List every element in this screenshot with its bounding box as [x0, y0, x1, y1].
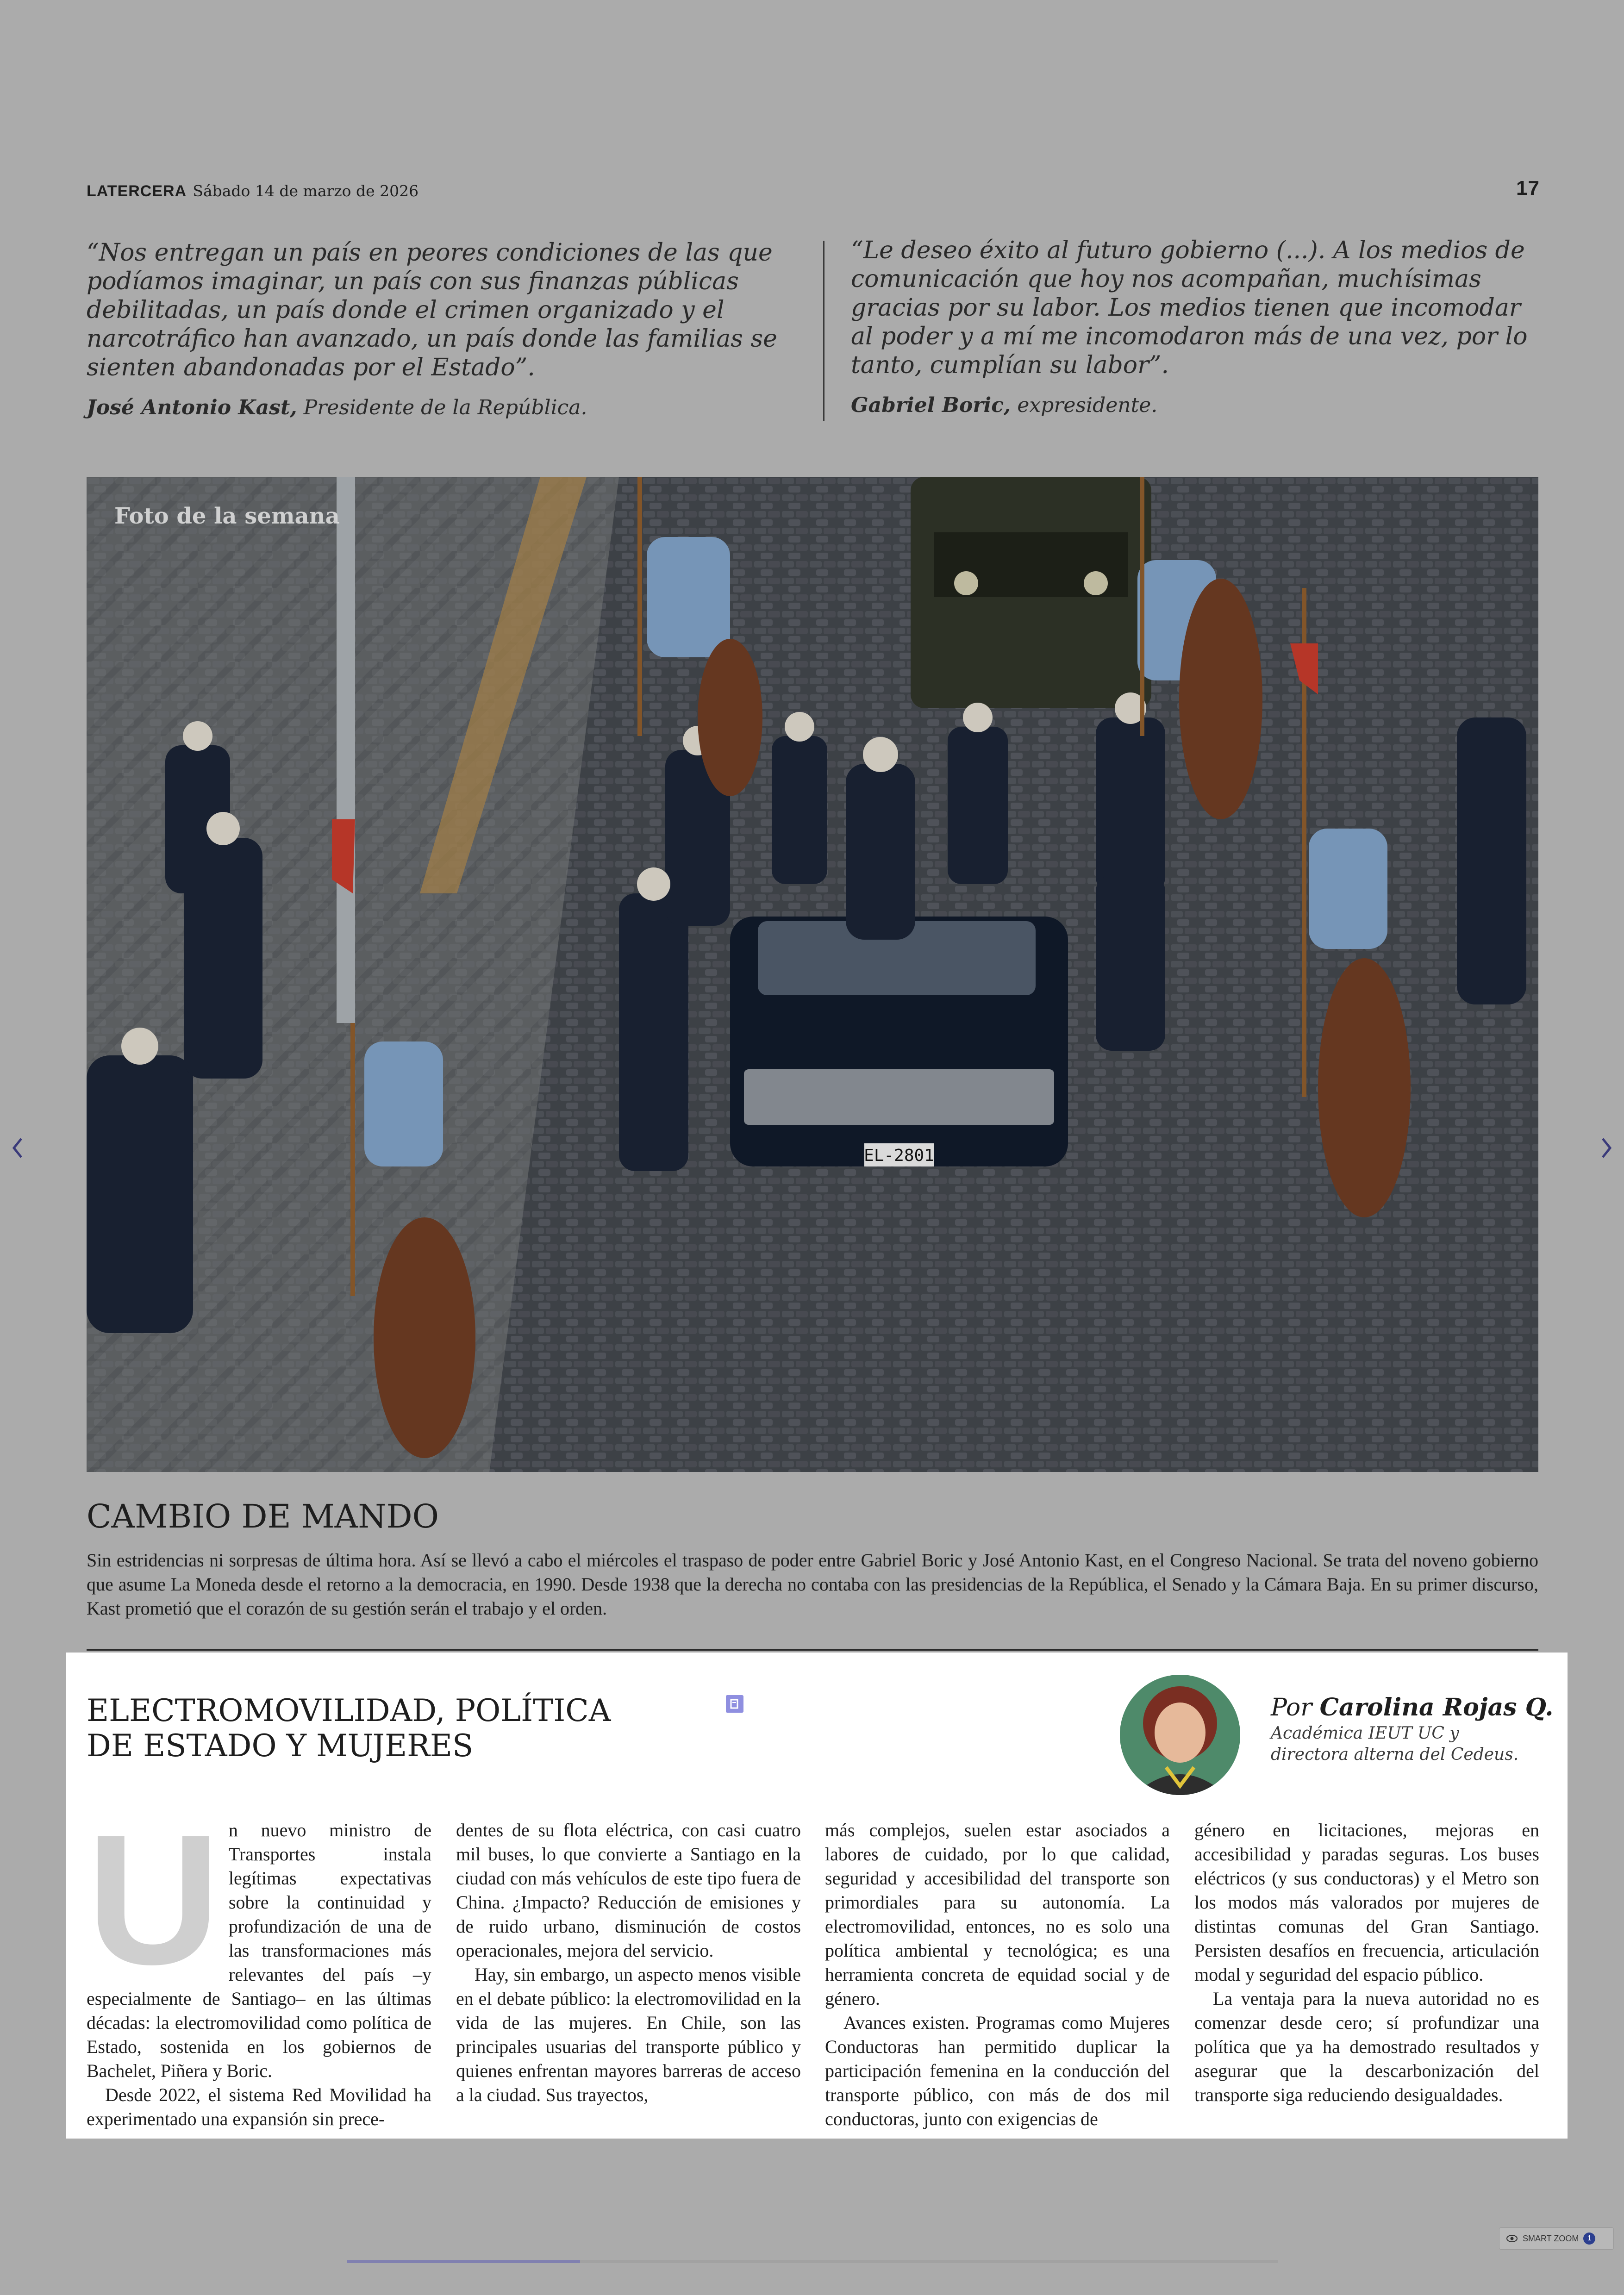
photo-label: Foto de la semana	[114, 503, 340, 529]
quote-right-attribution	[851, 393, 1541, 417]
article-column-4	[1194, 1818, 1539, 2107]
article-title-line-2: DE ESTADO Y MUJERES	[87, 1728, 474, 1764]
col1-paragraph-1: n nuevo ministro de Transportes instala legítimas expectativas sobre la continuidad y profundización de una de las transformaciones más relevantes del país –y especialmente de Santiago– en las últimas décadas: la electromovilidad como política de Estado, sostenida en los gobiernos de Bachelet, Piñera y Boric.	[87, 1820, 431, 2081]
drop-cap: U	[87, 1796, 220, 2003]
page-progress-track[interactable]	[347, 2260, 1278, 2263]
col1-paragraph-2: Desde 2022, el sistema Red Movilidad ha experimentado una expansión sin prece-	[87, 2084, 431, 2129]
article-title	[87, 1693, 611, 1764]
page-progress-fill	[347, 2260, 580, 2263]
quote-right-text: “Le deseo éxito al futuro gobierno (...). A los medios de comunicación que hoy nos acompañan, muchísimas gracias por su labor. Los medios tienen que incomodar al poder y a mí me incomodaron más de una vez, por lo tanto, cumplían su labor”.	[851, 237, 1528, 379]
feature-title: CAMBIO DE MANDO	[87, 1497, 439, 1535]
smart-zoom-count: 1	[1583, 2233, 1595, 2245]
quote-left-text: “Nos entregan un país en peores condiciones de las que podíamos imaginar, un país con sus finanzas públicas debilitadas, un país donde el crimen organizado y el narcotráfico han avanzado, un país donde las familias se sienten abandonadas por el Estado”.	[87, 239, 777, 381]
opinion-article	[66, 1653, 1568, 2139]
quote-right-role: expresidente.	[1017, 393, 1158, 417]
page-number: 17	[1516, 177, 1540, 200]
smart-zoom-label: SMART ZOOM	[1523, 2233, 1579, 2243]
quote-right-author: Gabriel Boric,	[851, 393, 1011, 417]
author-role: Académica IEUT UC y directora alterna del Cedeus.	[1271, 1724, 1519, 1764]
col3-paragraph-1: más complejos, suelen estar asociados a labores de cuidado, por lo que calidad, seguridad y accesibilidad del transporte son primordiales para su autonomía. La electromovilidad, entonces, no es solo una política ambiental y tecnológica; es una herramienta concreta de equidad social y de género.	[825, 1820, 1170, 2009]
article-title-line-1: ELECTROMOVILIDAD, POLÍTICA	[87, 1693, 611, 1728]
parade-photo	[87, 477, 1538, 1472]
article-column-2	[456, 1818, 801, 2107]
quote-left-attribution	[87, 396, 800, 419]
byline-prefix: Por	[1271, 1694, 1312, 1721]
quote-left-role: Presidente de la República.	[303, 396, 587, 419]
quote-left	[87, 238, 800, 419]
author-name: Carolina Rojas Q.	[1319, 1693, 1554, 1721]
chevron-right-icon	[1594, 1129, 1618, 1166]
section-rule	[87, 1649, 1538, 1651]
article-column-3	[825, 1818, 1170, 2131]
author-avatar	[1120, 1675, 1240, 1795]
license-plate: EL-2801	[864, 1146, 934, 1165]
smart-zoom-button[interactable]	[1499, 2227, 1614, 2250]
col2-paragraph-1: dentes de su flota eléctrica, con casi cuatro mil buses, lo que convierte a Santiago en la ciudad con más vehículos de este tipo fuera de China. ¿Impacto? Reducción de emisiones y de ruido urbano, disminución de costos operacionales, mejora del servicio.	[456, 1820, 801, 1961]
note-icon	[726, 1695, 743, 1713]
issue-date: Sábado 14 de marzo de 2026	[193, 182, 419, 200]
chevron-left-icon	[6, 1129, 30, 1166]
quote-divider	[823, 241, 824, 421]
next-page-button[interactable]	[1594, 1129, 1618, 1166]
annotation-marker[interactable]	[726, 1695, 743, 1713]
col3-paragraph-2: Avances existen. Programas como Mujeres Conductoras han permitido duplicar la participación femenina en la conducción del transporte público, con más de dos mil conductoras, junto con exigencias de	[825, 2012, 1170, 2129]
masthead	[87, 182, 418, 200]
col4-paragraph-2: La ventaja para la nueva autoridad no es comenzar desde cero; sí profundizar una política que ya ha demostrado resultados y asegurar que la descarbonización del transporte siga reduciendo desigualdades.	[1194, 1988, 1539, 2105]
quote-right	[851, 236, 1541, 417]
feature-body: Sin estridencias ni sorpresas de última hora. Así se llevó a cabo el miércoles el traspaso de poder entre Gabriel Boric y José Antonio Kast, en el Congreso Nacional. Se trata del noveno gobierno que asume La Moneda desde el retorno a la democracia, en 1990. Desde 1938 que la derecha no contaba con las presidencias de la República, el Senado y la Cámara Baja. En su primer discurso, Kast prometió que el corazón de su gestión serán el trabajo y el orden.	[87, 1550, 1538, 1619]
brand-name: LATERCERA	[87, 182, 186, 200]
article-column-1	[87, 1796, 431, 2131]
eye-icon	[1506, 2234, 1518, 2243]
author-byline	[1271, 1693, 1553, 1721]
quote-left-author: José Antonio Kast,	[87, 396, 297, 419]
photo-of-the-week	[87, 477, 1538, 1472]
col4-paragraph-1: género en licitaciones, mejoras en accesibilidad y paradas seguras. Los buses eléctricos (y sus conductoras) y el Metro son los modos más valorados por mujeres de distintas comunas del Gran Santiago. Persisten desafíos en frecuencia, articulación modal y seguridad del espacio público.	[1194, 1820, 1539, 1985]
prev-page-button[interactable]	[6, 1129, 30, 1166]
col2-paragraph-2: Hay, sin embargo, un aspecto menos visible en el debate público: la electromovilidad en la vida de las mujeres. En Chile, son las principales usuarias del transporte público y quienes enfrentan mayores barreras de acceso a la ciudad. Sus trayectos,	[456, 1964, 801, 2105]
